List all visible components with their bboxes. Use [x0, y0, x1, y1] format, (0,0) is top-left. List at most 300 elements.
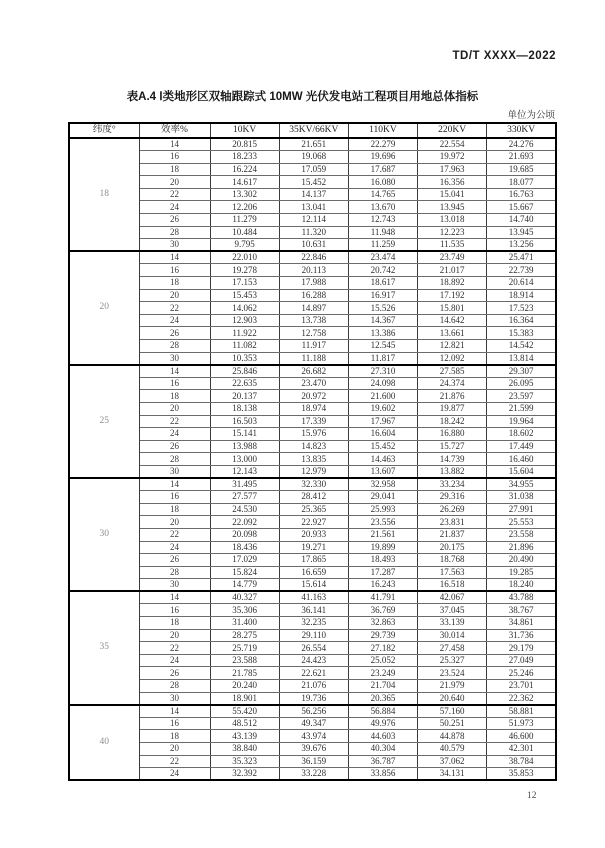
table-row — [69, 289, 556, 302]
value-cell: 13.835 — [279, 453, 348, 466]
table-header-row — [69, 123, 556, 138]
table-row — [69, 440, 556, 453]
value-cell: 17.449 — [487, 440, 556, 453]
value-cell: 18.602 — [487, 428, 556, 441]
table-row — [69, 579, 556, 592]
table-row — [69, 239, 556, 252]
value-cell: 19.972 — [418, 151, 487, 164]
efficiency-cell: 20 — [139, 743, 210, 756]
table-row — [69, 591, 556, 604]
value-cell: 40.327 — [210, 591, 279, 604]
value-cell: 19.285 — [487, 566, 556, 579]
value-cell: 16.356 — [418, 176, 487, 189]
value-cell: 17.339 — [279, 415, 348, 428]
value-cell: 14.367 — [348, 314, 417, 327]
value-cell: 12.114 — [279, 214, 348, 227]
value-cell: 32.958 — [348, 478, 417, 491]
value-cell: 23.556 — [348, 516, 417, 529]
table-row — [69, 654, 556, 667]
table-row — [69, 251, 556, 264]
table-row — [69, 478, 556, 491]
efficiency-cell: 30 — [139, 579, 210, 592]
value-cell: 25.052 — [348, 654, 417, 667]
table-row — [69, 755, 556, 768]
efficiency-cell: 28 — [139, 453, 210, 466]
value-cell: 16.460 — [487, 453, 556, 466]
value-cell: 23.701 — [487, 680, 556, 693]
table-row — [69, 604, 556, 617]
value-cell: 21.837 — [418, 528, 487, 541]
value-cell: 16.243 — [348, 579, 417, 592]
value-cell: 22.362 — [487, 692, 556, 705]
efficiency-cell: 22 — [139, 415, 210, 428]
efficiency-cell: 22 — [139, 528, 210, 541]
value-cell: 17.988 — [279, 277, 348, 290]
value-cell: 48.512 — [210, 717, 279, 730]
table-row — [69, 554, 556, 567]
table-row — [69, 415, 556, 428]
value-cell: 16.659 — [279, 566, 348, 579]
value-cell: 17.687 — [348, 163, 417, 176]
efficiency-cell: 18 — [139, 503, 210, 516]
efficiency-cell: 18 — [139, 390, 210, 403]
efficiency-cell: 20 — [139, 516, 210, 529]
land-use-indicator-table — [68, 122, 557, 781]
value-cell: 21.600 — [348, 390, 417, 403]
efficiency-cell: 26 — [139, 440, 210, 453]
value-cell: 26.095 — [487, 377, 556, 390]
value-cell: 27.577 — [210, 491, 279, 504]
value-cell: 15.453 — [210, 289, 279, 302]
value-cell: 18.892 — [418, 277, 487, 290]
value-cell: 24.530 — [210, 503, 279, 516]
value-cell: 29.041 — [348, 491, 417, 504]
table-row — [69, 214, 556, 227]
value-cell: 32.235 — [279, 617, 348, 630]
value-cell: 14.463 — [348, 453, 417, 466]
value-cell: 31.736 — [487, 629, 556, 642]
value-cell: 21.896 — [487, 541, 556, 554]
column-header-1: 纬度° — [69, 123, 139, 138]
latitude-cell: 25 — [69, 365, 139, 478]
value-cell: 34.861 — [487, 617, 556, 630]
value-cell: 17.287 — [348, 566, 417, 579]
value-cell: 15.727 — [418, 440, 487, 453]
value-cell: 14.765 — [348, 188, 417, 201]
efficiency-cell: 14 — [139, 478, 210, 491]
table-row — [69, 365, 556, 378]
value-cell: 18.233 — [210, 151, 279, 164]
value-cell: 11.948 — [348, 226, 417, 239]
value-cell: 13.018 — [418, 214, 487, 227]
table-row — [69, 226, 556, 239]
value-cell: 41.163 — [279, 591, 348, 604]
efficiency-cell: 30 — [139, 692, 210, 705]
value-cell: 43.974 — [279, 730, 348, 743]
value-cell: 21.017 — [418, 264, 487, 277]
efficiency-cell: 30 — [139, 239, 210, 252]
value-cell: 19.278 — [210, 264, 279, 277]
value-cell: 15.452 — [348, 440, 417, 453]
value-cell: 31.400 — [210, 617, 279, 630]
efficiency-cell: 26 — [139, 554, 210, 567]
value-cell: 14.642 — [418, 314, 487, 327]
efficiency-cell: 22 — [139, 188, 210, 201]
latitude-cell: 30 — [69, 478, 139, 591]
table-row — [69, 541, 556, 554]
value-cell: 20.113 — [279, 264, 348, 277]
value-cell: 23.524 — [418, 667, 487, 680]
value-cell: 22.635 — [210, 377, 279, 390]
value-cell: 22.554 — [418, 138, 487, 151]
value-cell: 15.452 — [279, 176, 348, 189]
value-cell: 23.749 — [418, 251, 487, 264]
value-cell: 18.617 — [348, 277, 417, 290]
efficiency-cell: 14 — [139, 705, 210, 718]
value-cell: 18.493 — [348, 554, 417, 567]
value-cell: 18.242 — [418, 415, 487, 428]
table-row — [69, 277, 556, 290]
value-cell: 10.631 — [279, 239, 348, 252]
table-row — [69, 503, 556, 516]
value-cell: 14.823 — [279, 440, 348, 453]
table-row — [69, 163, 556, 176]
latitude-cell: 35 — [69, 591, 139, 704]
value-cell: 23.831 — [418, 516, 487, 529]
value-cell: 12.223 — [418, 226, 487, 239]
value-cell: 13.882 — [418, 465, 487, 478]
efficiency-cell: 30 — [139, 352, 210, 365]
table-row — [69, 138, 556, 151]
value-cell: 58.881 — [487, 705, 556, 718]
efficiency-cell: 24 — [139, 428, 210, 441]
value-cell: 33.139 — [418, 617, 487, 630]
value-cell: 33.234 — [418, 478, 487, 491]
column-header-7: 330KV — [487, 123, 556, 138]
value-cell: 13.256 — [487, 239, 556, 252]
value-cell: 19.964 — [487, 415, 556, 428]
value-cell: 36.769 — [348, 604, 417, 617]
value-cell: 13.041 — [279, 201, 348, 214]
value-cell: 19.685 — [487, 163, 556, 176]
value-cell: 20.742 — [348, 264, 417, 277]
value-cell: 21.076 — [279, 680, 348, 693]
value-cell: 39.676 — [279, 743, 348, 756]
value-cell: 17.967 — [348, 415, 417, 428]
latitude-cell: 20 — [69, 251, 139, 364]
efficiency-cell: 18 — [139, 617, 210, 630]
table-caption: 表A.4 Ⅰ类地形区双轴跟踪式 10MW 光伏发电站工程项目用地总体指标 — [126, 91, 479, 103]
value-cell: 36.141 — [279, 604, 348, 617]
value-cell: 13.670 — [348, 201, 417, 214]
table-row — [69, 264, 556, 277]
efficiency-cell: 16 — [139, 377, 210, 390]
value-cell: 13.945 — [418, 201, 487, 214]
efficiency-cell: 20 — [139, 402, 210, 415]
value-cell: 27.182 — [348, 642, 417, 655]
value-cell: 32.863 — [348, 617, 417, 630]
value-cell: 12.758 — [279, 327, 348, 340]
value-cell: 13.302 — [210, 188, 279, 201]
value-cell: 15.801 — [418, 302, 487, 315]
efficiency-cell: 28 — [139, 226, 210, 239]
value-cell: 14.739 — [418, 453, 487, 466]
value-cell: 56.884 — [348, 705, 417, 718]
value-cell: 13.661 — [418, 327, 487, 340]
value-cell: 20.137 — [210, 390, 279, 403]
efficiency-cell: 28 — [139, 340, 210, 353]
value-cell: 13.738 — [279, 314, 348, 327]
table-row — [69, 314, 556, 327]
value-cell: 19.696 — [348, 151, 417, 164]
efficiency-cell: 20 — [139, 289, 210, 302]
table-row — [69, 642, 556, 655]
value-cell: 17.029 — [210, 554, 279, 567]
value-cell: 51.973 — [487, 717, 556, 730]
value-cell: 21.876 — [418, 390, 487, 403]
table-row — [69, 566, 556, 579]
efficiency-cell: 18 — [139, 277, 210, 290]
value-cell: 23.249 — [348, 667, 417, 680]
value-cell: 20.972 — [279, 390, 348, 403]
value-cell: 14.779 — [210, 579, 279, 592]
value-cell: 33.856 — [348, 768, 417, 781]
value-cell: 57.160 — [418, 705, 487, 718]
value-cell: 17.192 — [418, 289, 487, 302]
value-cell: 20.098 — [210, 528, 279, 541]
value-cell: 14.617 — [210, 176, 279, 189]
value-cell: 37.045 — [418, 604, 487, 617]
efficiency-cell: 24 — [139, 201, 210, 214]
value-cell: 12.979 — [279, 465, 348, 478]
efficiency-cell: 22 — [139, 755, 210, 768]
value-cell: 13.000 — [210, 453, 279, 466]
value-cell: 17.523 — [487, 302, 556, 315]
value-cell: 36.787 — [348, 755, 417, 768]
value-cell: 19.877 — [418, 402, 487, 415]
efficiency-cell: 18 — [139, 730, 210, 743]
value-cell: 32.330 — [279, 478, 348, 491]
value-cell: 25.719 — [210, 642, 279, 655]
value-cell: 13.386 — [348, 327, 417, 340]
value-cell: 20.365 — [348, 692, 417, 705]
efficiency-cell: 24 — [139, 768, 210, 781]
table-row — [69, 705, 556, 718]
value-cell: 16.917 — [348, 289, 417, 302]
value-cell: 20.614 — [487, 277, 556, 290]
page-number: 12 — [527, 791, 537, 801]
value-cell: 14.897 — [279, 302, 348, 315]
value-cell: 38.840 — [210, 743, 279, 756]
value-cell: 13.814 — [487, 352, 556, 365]
table-row — [69, 151, 556, 164]
value-cell: 25.553 — [487, 516, 556, 529]
efficiency-cell: 16 — [139, 491, 210, 504]
efficiency-cell: 20 — [139, 629, 210, 642]
value-cell: 12.206 — [210, 201, 279, 214]
value-cell: 25.846 — [210, 365, 279, 378]
efficiency-cell: 26 — [139, 327, 210, 340]
table-row — [69, 528, 556, 541]
value-cell: 29.307 — [487, 365, 556, 378]
value-cell: 10.484 — [210, 226, 279, 239]
value-cell: 22.010 — [210, 251, 279, 264]
value-cell: 43.139 — [210, 730, 279, 743]
table-row — [69, 743, 556, 756]
value-cell: 16.518 — [418, 579, 487, 592]
value-cell: 12.821 — [418, 340, 487, 353]
value-cell: 23.474 — [348, 251, 417, 264]
value-cell: 11.279 — [210, 214, 279, 227]
value-cell: 22.846 — [279, 251, 348, 264]
table-row — [69, 327, 556, 340]
value-cell: 11.082 — [210, 340, 279, 353]
table-row — [69, 188, 556, 201]
efficiency-cell: 16 — [139, 717, 210, 730]
value-cell: 19.068 — [279, 151, 348, 164]
value-cell: 18.974 — [279, 402, 348, 415]
value-cell: 26.269 — [418, 503, 487, 516]
value-cell: 16.364 — [487, 314, 556, 327]
value-cell: 21.561 — [348, 528, 417, 541]
value-cell: 17.153 — [210, 277, 279, 290]
value-cell: 15.383 — [487, 327, 556, 340]
value-cell: 18.436 — [210, 541, 279, 554]
value-cell: 21.979 — [418, 680, 487, 693]
value-cell: 15.526 — [348, 302, 417, 315]
efficiency-cell: 16 — [139, 151, 210, 164]
value-cell: 11.188 — [279, 352, 348, 365]
value-cell: 16.604 — [348, 428, 417, 441]
value-cell: 35.306 — [210, 604, 279, 617]
value-cell: 25.993 — [348, 503, 417, 516]
efficiency-cell: 20 — [139, 176, 210, 189]
value-cell: 15.976 — [279, 428, 348, 441]
value-cell: 34.955 — [487, 478, 556, 491]
value-cell: 11.917 — [279, 340, 348, 353]
efficiency-cell: 24 — [139, 654, 210, 667]
value-cell: 19.899 — [348, 541, 417, 554]
efficiency-cell: 16 — [139, 264, 210, 277]
value-cell: 29.316 — [418, 491, 487, 504]
value-cell: 25.471 — [487, 251, 556, 264]
value-cell: 22.092 — [210, 516, 279, 529]
efficiency-cell: 28 — [139, 680, 210, 693]
table-row — [69, 617, 556, 630]
efficiency-cell: 24 — [139, 541, 210, 554]
value-cell: 23.470 — [279, 377, 348, 390]
value-cell: 56.256 — [279, 705, 348, 718]
value-cell: 23.588 — [210, 654, 279, 667]
value-cell: 34.131 — [418, 768, 487, 781]
value-cell: 18.901 — [210, 692, 279, 705]
value-cell: 11.922 — [210, 327, 279, 340]
value-cell: 13.988 — [210, 440, 279, 453]
value-cell: 27.310 — [348, 365, 417, 378]
value-cell: 27.991 — [487, 503, 556, 516]
table-row — [69, 390, 556, 403]
value-cell: 19.271 — [279, 541, 348, 554]
value-cell: 13.607 — [348, 465, 417, 478]
column-header-3: 10KV — [210, 123, 279, 138]
efficiency-cell: 16 — [139, 604, 210, 617]
value-cell: 11.535 — [418, 239, 487, 252]
value-cell: 20.933 — [279, 528, 348, 541]
latitude-cell: 40 — [69, 705, 139, 781]
table-row — [69, 302, 556, 315]
value-cell: 23.597 — [487, 390, 556, 403]
column-header-2: 效率% — [139, 123, 210, 138]
value-cell: 29.739 — [348, 629, 417, 642]
value-cell: 17.059 — [279, 163, 348, 176]
value-cell: 16.080 — [348, 176, 417, 189]
unit-note: 单位为公顷 — [507, 111, 555, 121]
standard-code: TD/T XXXX—2022 — [452, 50, 556, 62]
value-cell: 33.228 — [279, 768, 348, 781]
table-row — [69, 680, 556, 693]
efficiency-cell: 18 — [139, 163, 210, 176]
value-cell: 18.138 — [210, 402, 279, 415]
value-cell: 24.374 — [418, 377, 487, 390]
value-cell: 20.640 — [418, 692, 487, 705]
value-cell: 20.815 — [210, 138, 279, 151]
table-row — [69, 402, 556, 415]
value-cell: 11.259 — [348, 239, 417, 252]
value-cell: 27.049 — [487, 654, 556, 667]
value-cell: 10.353 — [210, 352, 279, 365]
value-cell: 19.736 — [279, 692, 348, 705]
efficiency-cell: 22 — [139, 642, 210, 655]
value-cell: 41.791 — [348, 591, 417, 604]
value-cell: 15.604 — [487, 465, 556, 478]
value-cell: 36.159 — [279, 755, 348, 768]
value-cell: 15.141 — [210, 428, 279, 441]
efficiency-cell: 30 — [139, 465, 210, 478]
value-cell: 22.927 — [279, 516, 348, 529]
value-cell: 12.903 — [210, 314, 279, 327]
value-cell: 31.038 — [487, 491, 556, 504]
value-cell: 15.667 — [487, 201, 556, 214]
value-cell: 26.682 — [279, 365, 348, 378]
table-row — [69, 629, 556, 642]
value-cell: 16.503 — [210, 415, 279, 428]
value-cell: 55.420 — [210, 705, 279, 718]
value-cell: 25.365 — [279, 503, 348, 516]
table-row — [69, 176, 556, 189]
value-cell: 27.458 — [418, 642, 487, 655]
table-row — [69, 692, 556, 705]
efficiency-cell: 14 — [139, 138, 210, 151]
value-cell: 38.767 — [487, 604, 556, 617]
value-cell: 25.327 — [418, 654, 487, 667]
value-cell: 26.554 — [279, 642, 348, 655]
efficiency-cell: 22 — [139, 302, 210, 315]
efficiency-cell: 24 — [139, 314, 210, 327]
value-cell: 28.412 — [279, 491, 348, 504]
value-cell: 21.693 — [487, 151, 556, 164]
value-cell: 37.062 — [418, 755, 487, 768]
value-cell: 21.599 — [487, 402, 556, 415]
table-row — [69, 465, 556, 478]
value-cell: 22.739 — [487, 264, 556, 277]
value-cell: 18.768 — [418, 554, 487, 567]
value-cell: 35.323 — [210, 755, 279, 768]
table-row — [69, 377, 556, 390]
value-cell: 43.788 — [487, 591, 556, 604]
value-cell: 40.579 — [418, 743, 487, 756]
value-cell: 42.301 — [487, 743, 556, 756]
value-cell: 12.743 — [348, 214, 417, 227]
